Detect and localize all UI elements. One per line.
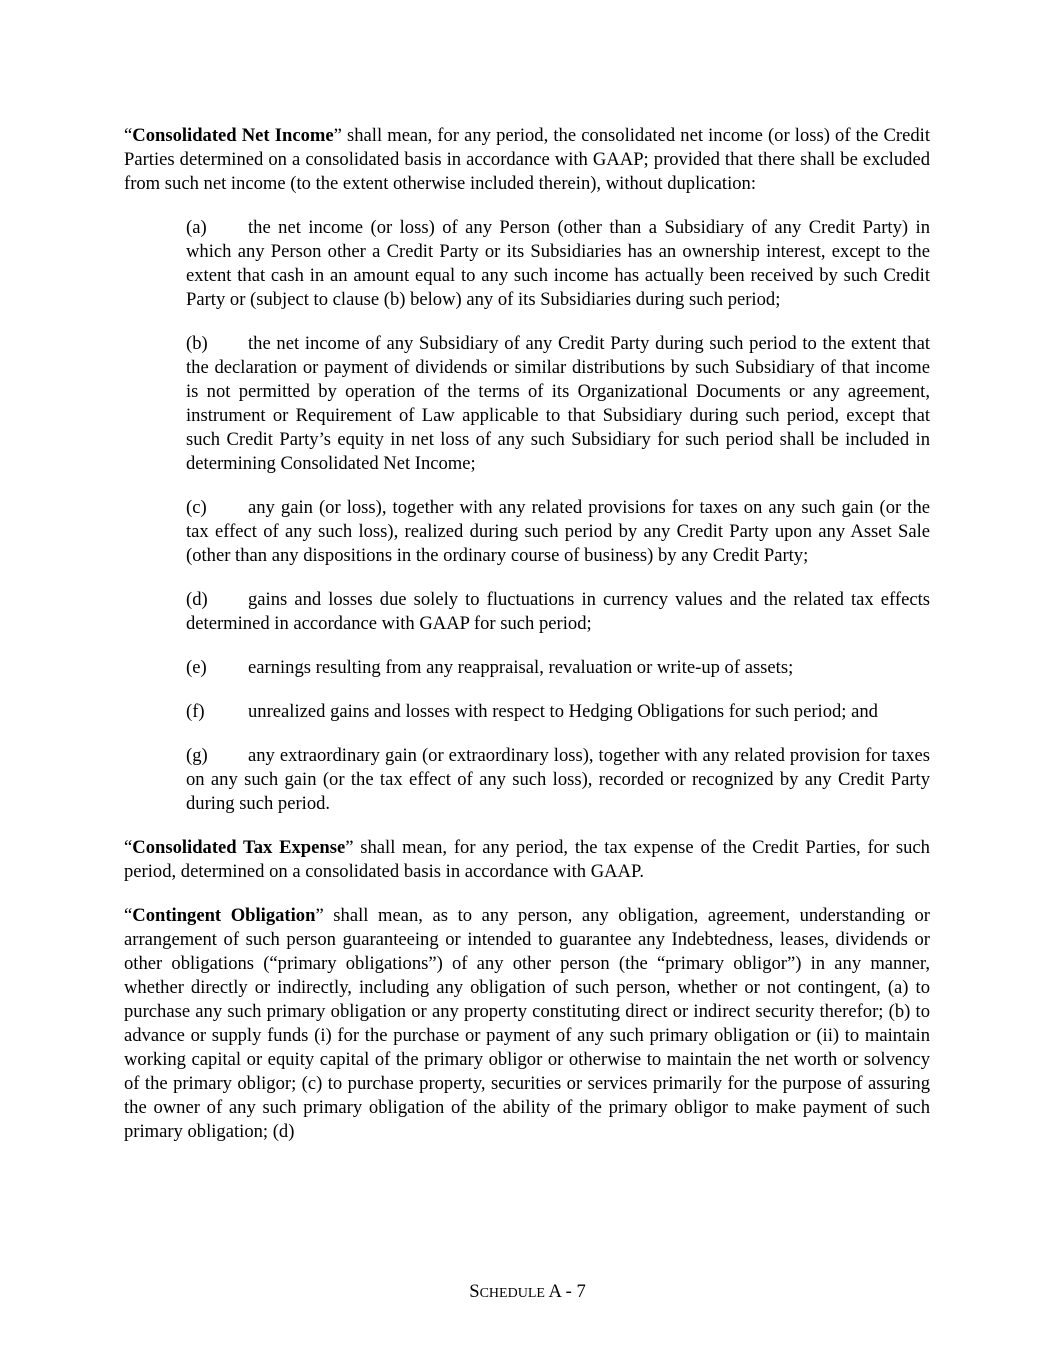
clause-marker: (c) (186, 497, 207, 518)
clause-text: the net income of any Subsidiary of any Credit Party during such period to the extent that the declaration or payment of dividends or similar distributions by such Subsidiary of that income is not permitted by operation of the terms of its Organizational Documents or any agreement, instrument or Requirement of Law applicable to that Subsidiary during such period, except that such Credit Party’s equity in net loss of any such Subsidiary for such period shall be included in determining Consolidated Net Income; (186, 333, 930, 474)
clause-marker: (a) (186, 217, 207, 238)
definition-consolidated-net-income (124, 124, 930, 196)
clause-text: the net income (or loss) of any Person (other than a Subsidiary of any Credit Party) in which any Person other a Credit Party or its Subsidiaries has an ownership interest, except to the extent that cash in an amount equal to any such income has actually been received by such Credit Party or (subject to clause (b) below) any of its Subsidiaries during such period; (186, 217, 930, 310)
clause-c (186, 496, 930, 568)
footer-schedule-rest: CHEDULE (479, 1286, 545, 1301)
clause-marker: (b) (186, 333, 208, 354)
clause-text: any gain (or loss), together with any related provisions for taxes on any such gain (or the tax effect of any such loss), realized during such period by any Credit Party upon any Asset Sale (other than any dispositions in the ordinary course of business) by any Credit Party; (186, 497, 930, 566)
definition-text: shall mean, for any period, the consolidated net income (or loss) of the Credit Parties determined on a consolidated basis in accordance with GAAP; provided that there shall be excluded from such net income (to the extent otherwise included therein), without duplication: (124, 125, 930, 194)
defined-term: Contingent Obligation (132, 905, 316, 926)
defined-term: Consolidated Net Income (132, 125, 334, 146)
close-quote: ” (345, 837, 354, 858)
defined-term: Consolidated Tax Expense (132, 837, 346, 858)
clause-marker: (f) (186, 701, 205, 722)
clause-e (186, 656, 930, 680)
clause-marker: (e) (186, 657, 207, 678)
definition-text: shall mean, as to any person, any obligation, agreement, understanding or arrangement of such person guaranteeing or intended to guarantee any Indebtedness, leases, dividends or other obligations (“primary obligations”) of any other person (the “primary obligor”) in any manner, whether directly or indirectly, including any obligation of such person, whether or not contingent, (a) to purchase any such primary obligation or any property constituting direct or indirect security therefor; (b) to advance or supply funds (i) for the purchase or payment of any such primary obligation or (ii) to maintain working capital or equity capital of the primary obligor or otherwise to maintain the net worth or solvency of the primary obligor; (c) to purchase property, securities or services primarily for the purpose of assuring the owner of any such primary obligation of the ability of the primary obligor to make payment of such primary obligation; (d) (124, 905, 930, 1142)
footer-initial-s: S (469, 1281, 480, 1302)
document-page (124, 124, 930, 1164)
clause-marker: (d) (186, 589, 208, 610)
definition-text: shall mean, for any period, the tax expense of the Credit Parties, for such period, determined on a consolidated basis in accordance with GAAP. (124, 837, 930, 882)
close-quote: ” (333, 125, 342, 146)
open-quote: “ (124, 837, 133, 858)
clause-text: gains and losses due solely to fluctuations in currency values and the related tax effects determined in accordance with GAAP for such period; (186, 589, 930, 634)
clause-text: unrealized gains and losses with respect to Hedging Obligations for such period; and (248, 701, 878, 722)
clause-g (186, 744, 930, 816)
open-quote: “ (124, 905, 133, 926)
page-footer (0, 1280, 1055, 1306)
footer-page-number: - 7 (560, 1281, 586, 1302)
open-quote: “ (124, 125, 133, 146)
clause-f (186, 700, 930, 724)
clause-b (186, 332, 930, 476)
clause-text: any extraordinary gain (or extraordinary loss), together with any related provision for taxes on any such gain (or the tax effect of any such loss), recorded or recognized by any Credit Party during such period. (186, 745, 930, 814)
definition-consolidated-tax-expense (124, 836, 930, 884)
clause-marker: (g) (186, 745, 208, 766)
clause-a (186, 216, 930, 312)
footer-letter-a: A (548, 1281, 561, 1302)
close-quote: ” (315, 905, 324, 926)
clause-text: earnings resulting from any reappraisal, revaluation or write-up of assets; (248, 657, 794, 678)
definition-contingent-obligation (124, 904, 930, 1144)
clause-d (186, 588, 930, 636)
